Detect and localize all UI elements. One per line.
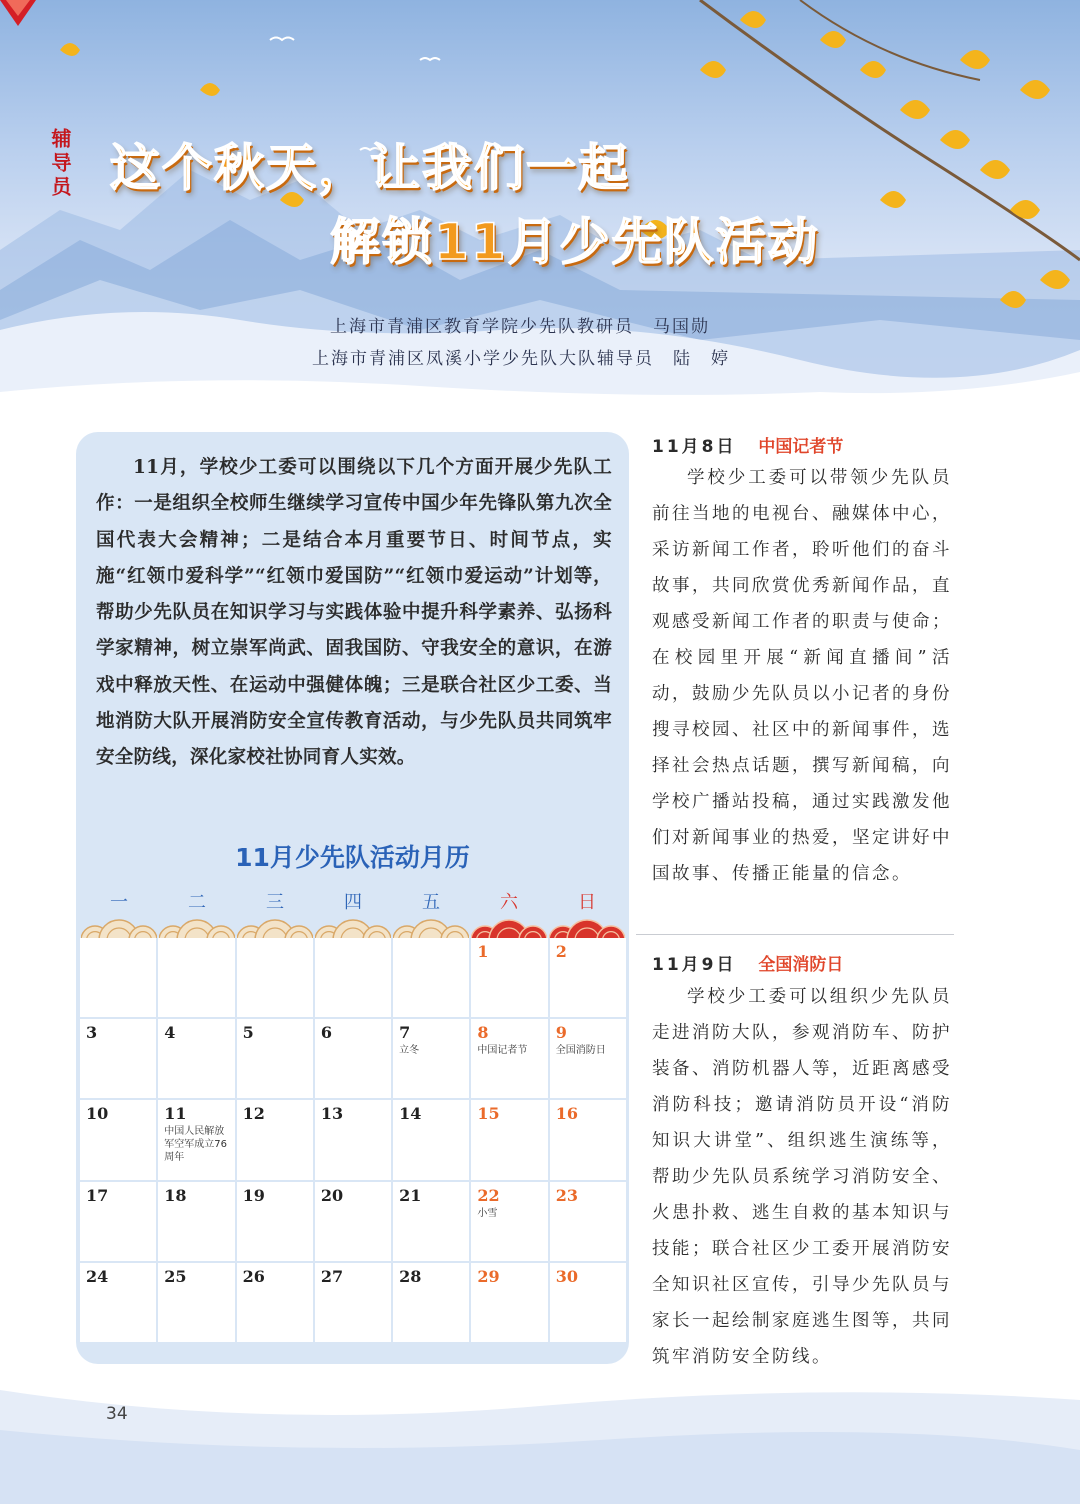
calendar-day-cell: [471, 1182, 547, 1261]
calendar-day-cell: [80, 1100, 156, 1179]
calendar-day-cell: [471, 1263, 547, 1342]
cloud-ornament-icon: [549, 912, 625, 940]
weekday-label: 一: [110, 892, 128, 913]
day-number: 11: [164, 1104, 187, 1124]
section-body-journalists-day: 学校少工委可以带领少先队员前往当地的电视台、融媒体中心，采访新闻工作者，聆听他们的奋斗故事，共同欣赏优秀新闻作品，直观感受新闻工作者的职责与使命；在校园里开展“新闻直播间”活动，鼓励少先队员以小记者的身份搜寻校园、社区中的新闻事件，选择社会热点话题，撰写新闻稿，向学校广播站投稿，通过实践激发他们对新闻事业的热爱，坚定讲好中国故事、传播正能量的信念。: [652, 468, 952, 884]
calendar-day-cell: [393, 938, 469, 1017]
calendar-day-cell: [80, 1182, 156, 1261]
cloud-ornament-icon: [237, 912, 313, 940]
weekday-label: 二: [188, 892, 206, 913]
calendar-day-cell: [550, 1182, 626, 1261]
calendar-day-cell: [471, 1100, 547, 1179]
section-date: 11月9日: [652, 955, 737, 975]
day-number: 10: [86, 1104, 109, 1124]
day-number: 27: [320, 1266, 344, 1286]
page-number: 34: [106, 1404, 128, 1424]
calendar-day-cell: [237, 1019, 313, 1098]
cloud-ornament-icon: [81, 912, 157, 940]
calendar-day-cell: [158, 1100, 234, 1179]
calendar-day-cell: [315, 1182, 391, 1261]
day-number: 12: [242, 1104, 265, 1124]
header-artwork: [0, 0, 1080, 420]
calendar-day-cell: [393, 1263, 469, 1342]
calendar-day-cell: [550, 1019, 626, 1098]
day-number: 28: [399, 1266, 422, 1286]
calendar-day-cell: [80, 938, 156, 1017]
calendar-day-cell: [471, 1019, 547, 1098]
calendar-day-cell: [80, 1263, 156, 1342]
calendar-day-cell: [315, 1263, 391, 1342]
weekday-label: 四: [344, 892, 362, 913]
day-event-note: 全国消防日: [555, 1045, 606, 1057]
day-number: 6: [320, 1023, 332, 1043]
day-number: 29: [477, 1266, 500, 1286]
title-line-1: 这个秋天，让我们一起: [110, 139, 630, 197]
day-number: 7: [399, 1023, 411, 1043]
author-line-1: 上海市青浦区教育学院少先队教研员 马国勋: [330, 317, 710, 337]
day-number: 22: [477, 1185, 500, 1205]
calendar-title: 11月少先队活动月历: [235, 843, 470, 872]
calendar-grid: [80, 938, 626, 1342]
calendar-day-cell: [158, 1182, 234, 1261]
day-event-note: 中国人民解放军空军成立76周年: [164, 1126, 228, 1164]
calendar-day-cell: [80, 1019, 156, 1098]
section-heading-fire-safety-day: [652, 950, 843, 975]
weekday-label: 五: [422, 892, 440, 913]
calendar-day-cell: [315, 1100, 391, 1179]
brand-vertical-text: 辅导员: [48, 128, 72, 200]
day-number: 2: [555, 942, 567, 961]
calendar-day-cell: [158, 1263, 234, 1342]
calendar-day-cell: [158, 1019, 234, 1098]
calendar-day-cell: [393, 1019, 469, 1098]
day-number: 24: [86, 1266, 109, 1286]
day-number: 13: [320, 1104, 344, 1124]
day-number: 14: [399, 1104, 422, 1124]
day-event-note: 中国记者节: [477, 1045, 528, 1057]
day-number: 25: [164, 1266, 187, 1286]
calendar-day-cell: [471, 938, 547, 1017]
day-number: 3: [86, 1023, 98, 1043]
section-divider: [636, 934, 954, 935]
day-number: 9: [555, 1023, 567, 1043]
day-number: 19: [242, 1185, 265, 1205]
author-line-2: 上海市青浦区凤溪小学少先队大队辅导员 陆 婷: [312, 349, 730, 369]
section-body-fire-safety-day: 学校少工委可以组织少先队员走进消防大队，参观消防车、防护装备、消防机器人等，近距离感受消防科技；邀请消防员开设“消防知识大讲堂”、组织逃生演练等，帮助少先队员系统学习消防安全、火患扑救、逃生自救的基本知识与技能；联合社区少工委开展消防安全知识社区宣传，引导少先队员与家长一起绘制家庭逃生图等，共同筑牢消防安全防线。: [652, 987, 952, 1367]
weekday-label: 六: [500, 892, 518, 913]
calendar-day-cell: [393, 1100, 469, 1179]
day-number: 17: [86, 1185, 109, 1205]
day-number: 21: [399, 1185, 422, 1205]
calendar-day-cell: [550, 938, 626, 1017]
footer-wave-decoration: [0, 1360, 1080, 1504]
day-event-note: 立冬: [399, 1045, 420, 1057]
day-event-note: 小雪: [477, 1207, 498, 1219]
calendar-day-cell: [550, 1100, 626, 1179]
day-number: 5: [242, 1023, 254, 1043]
day-number: 20: [320, 1185, 344, 1205]
day-number: 30: [555, 1266, 578, 1286]
section-holiday: 全国消防日: [758, 955, 844, 975]
cloud-ornament-icon: [393, 912, 469, 940]
section-heading-journalists-day: [652, 432, 843, 457]
cloud-ornament-icon: [159, 912, 235, 940]
calendar-day-cell: [237, 938, 313, 1017]
cloud-ornament-icon: [471, 912, 547, 940]
intro-paragraph: 11月，学校少工委可以围绕以下几个方面开展少先队工作：一是组织全校师生继续学习宣传中国少年先锋队第九次全国代表大会精神；二是结合本月重要节日、时间节点，实施“红领巾爱科学”“红领巾爱国防”“红领巾爱运动”计划等，帮助少先队员在知识学习与实践体验中提升科学素养、弘扬科学家精神，树立崇军尚武、固我国防、守我安全的意识，在游戏中释放天性、在运动中强健体魄；三是联合社区少工委、当地消防大队开展消防安全宣传教育活动，与少先队员共同筑牢安全防线，深化家校社协同育人实效。: [96, 457, 612, 769]
weekday-label: 日: [578, 892, 596, 913]
calendar-day-cell: [550, 1263, 626, 1342]
section-holiday: 中国记者节: [758, 437, 844, 457]
day-number: 18: [164, 1185, 187, 1205]
calendar-day-cell: [158, 938, 234, 1017]
calendar-day-cell: [315, 1019, 391, 1098]
calendar-day-cell: [237, 1182, 313, 1261]
section-date: 11月8日: [652, 437, 737, 457]
day-number: 4: [164, 1023, 176, 1043]
cloud-ornament-icon: [315, 912, 391, 940]
day-number: 1: [477, 942, 489, 961]
title-line-2: 解锁11月少先队活动: [330, 213, 820, 271]
calendar-day-cell: [237, 1263, 313, 1342]
calendar-day-cell: [315, 938, 391, 1017]
calendar-day-cell: [237, 1100, 313, 1179]
red-triangle-icon: [0, 0, 36, 26]
day-number: 16: [555, 1104, 578, 1124]
day-number: 23: [555, 1185, 578, 1205]
weekday-label: 三: [266, 892, 284, 913]
calendar-day-cell: [393, 1182, 469, 1261]
day-number: 8: [477, 1023, 489, 1043]
day-number: 15: [477, 1104, 500, 1124]
day-number: 26: [242, 1266, 265, 1286]
